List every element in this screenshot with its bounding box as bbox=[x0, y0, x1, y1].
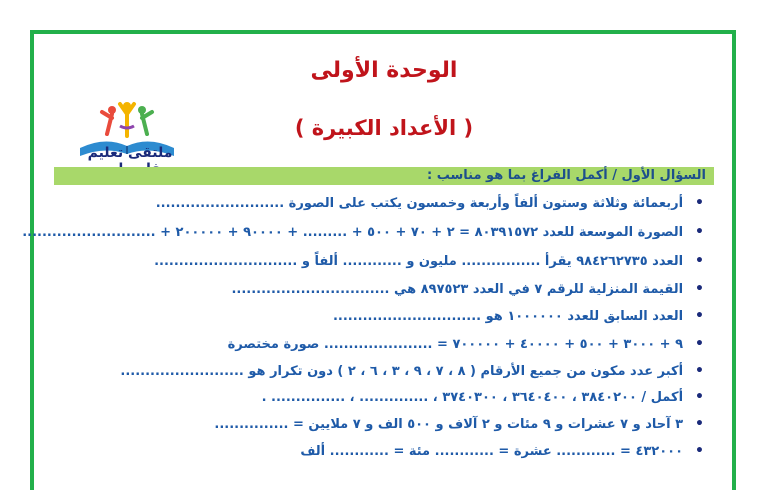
question-item: • العدد السابق للعدد ١٠٠٠٠٠٠ هو .............................. bbox=[333, 306, 704, 327]
question-item: • القيمة المنزلية للرقم ٧ في العدد ٨٩٧٥٢٣ هي ................................ bbox=[231, 279, 704, 300]
question-item: • العدد ٩٨٤٢٦٢٧٣٥ يقرأ ................ مليون و ............ ألفاً و ............................. bbox=[154, 251, 704, 272]
question-item: • أربعمائة وثلاثة وستون ألفاً وأربعة وخمسون يكتب على الصورة .......................... bbox=[156, 193, 704, 214]
question-item: • الصورة الموسعة للعدد ٨٠٣٩١٥٧٢ = ٢ + ٧٠ + ٥٠٠ + ......... + ٩٠٠٠٠ + ٢٠٠٠٠٠ + ........................... bbox=[22, 222, 704, 243]
section-header: السؤال الأول / أكمل الفراغ بما هو مناسب : bbox=[427, 168, 706, 183]
question-item: • أكمل / ٣٨٤٠٢٠٠ ، ٣٦٤٠٤٠٠ ، ٣٧٤٠٣٠٠ ، .............. ، ............... . bbox=[262, 387, 704, 408]
question-item: • ٣ آحاد و ٧ عشرات و ٩ مئات و ٢ آلاف و ٥٠٠ الف و ٧ ملايين = ............... bbox=[214, 414, 704, 435]
section-header-bar bbox=[54, 167, 714, 185]
question-item: • ٩ + ٣٠٠٠ + ٥٠٠ + ٤٠٠٠٠ + ٧٠٠٠٠٠ = ...................... صورة مختصرة bbox=[228, 334, 704, 355]
logo-text: ملتقى تعليم bbox=[87, 145, 173, 161]
question-item: • أكبر عدد مكون من جميع الأرقام ( ٨ ، ٧ ، ٩ ، ٣ ، ٦ ، ٢ ) دون تكرار هو ......................... bbox=[120, 361, 704, 382]
page-title: الوحدة الأولى bbox=[310, 58, 458, 83]
page-subtitle: ( الأعداد الكبيرة ) bbox=[294, 116, 474, 140]
question-item: • ٤٣٢٠٠٠ = ............ عشرة = ............ مئة = ............ ألف bbox=[300, 441, 704, 462]
